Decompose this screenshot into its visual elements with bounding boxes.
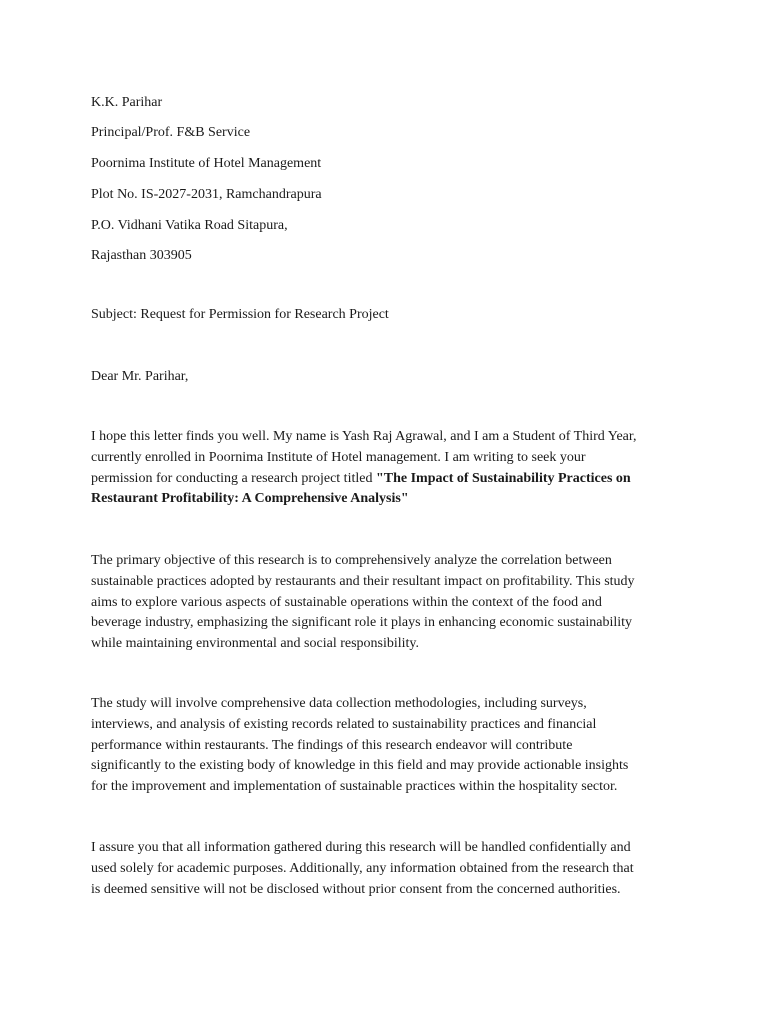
paragraph-line: is deemed sensitive will not be disclosed without prior consent from the concerned authorities. [91,881,621,897]
paragraph-line: performance within restaurants. The findings of this research endeavor will contribute [91,737,573,753]
recipient-name: K.K. Parihar [91,95,163,110]
paragraph-line: beverage industry, emphasizing the significant role it plays in enhancing economic sustainability [91,615,633,631]
paragraph-methodology [91,694,691,798]
project-title-part2: Restaurant Profitability: A Comprehensive Analysis" [91,491,409,507]
recipient-address-plot: Plot No. IS-2027-2031, Ramchandrapura [91,187,322,202]
subject-line: Subject: Request for Permission for Research Project [91,307,389,322]
paragraph-line: The study will involve comprehensive data collection methodologies, including surveys, [91,696,587,711]
paragraph-line: significantly to the existing body of knowledge in this field and may provide actionable insights [91,758,629,774]
paragraph-line: while maintaining environmental and social responsibility. [91,636,420,652]
paragraph-line: currently enrolled in Poornima Institute of Hotel management. I am writing to seek your [91,449,586,465]
paragraph-objective [91,551,691,655]
recipient-address-road: P.O. Vidhani Vatika Road Sitapura, [91,218,288,233]
paragraph-text: permission for conducting a research project titled [91,470,376,486]
paragraph-line: sustainable practices adopted by restaurants and their resultant impact on profitability. This study [91,573,635,589]
recipient-address-state: Rajasthan 303905 [91,248,192,263]
paragraph-line: I hope this letter finds you well. My name is Yash Raj Agrawal, and I am a Student of Third Year, [91,429,637,444]
recipient-institute: Poornima Institute of Hotel Management [91,156,322,171]
paragraph-line: aims to explore various aspects of sustainable operations within the context of the food and [91,594,602,610]
recipient-title: Principal/Prof. F&B Service [91,125,251,140]
paragraph-line: for the improvement and implementation of sustainable practices within the hospitality sector. [91,779,618,795]
paragraph-line: The primary objective of this research is to comprehensively analyze the correlation between [91,553,612,568]
paragraph-line: interviews, and analysis of existing records related to sustainability practices and financial [91,716,597,732]
paragraph-line: used solely for academic purposes. Additionally, any information obtained from the research that [91,860,634,876]
paragraph-line: I assure you that all information gathered during this research will be handled confidentially and [91,840,631,855]
paragraph-line [91,469,691,490]
paragraph-intro [91,427,691,510]
paragraph-confidentiality [91,838,691,900]
project-title-part1: "The Impact of Sustainability Practices on [375,470,631,486]
salutation: Dear Mr. Parihar, [91,369,189,384]
